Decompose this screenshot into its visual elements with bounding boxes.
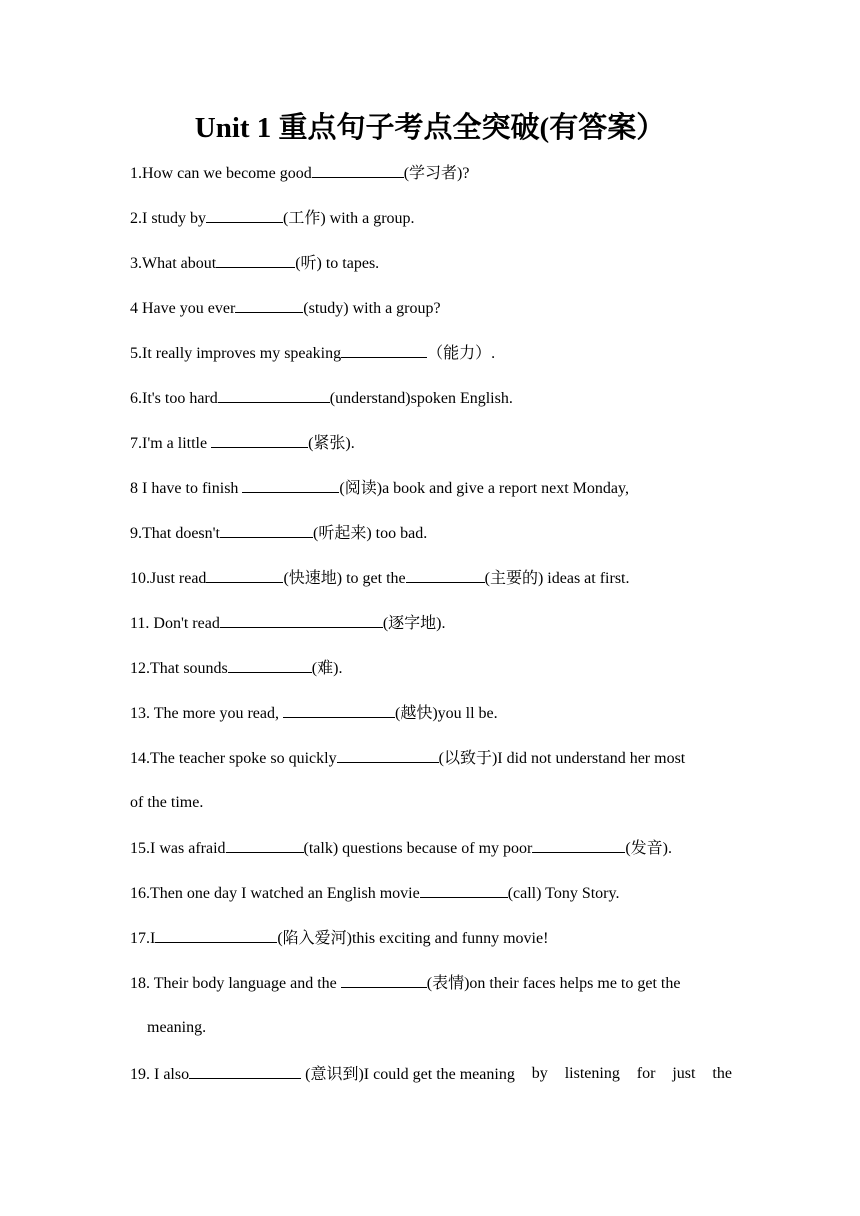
sentence-segment bbox=[130, 1063, 515, 1086]
answer-blank[interactable] bbox=[206, 567, 283, 583]
sentence-hint: (陷入爱河)this exciting and funny movie! bbox=[277, 930, 549, 947]
answer-blank[interactable] bbox=[211, 432, 308, 448]
sentence-text: 10.Just read bbox=[130, 570, 207, 587]
sentence-18 bbox=[130, 972, 680, 995]
answer-blank[interactable] bbox=[218, 387, 330, 403]
sentence-hint: （能力）. bbox=[427, 345, 496, 362]
answer-blank[interactable] bbox=[341, 972, 427, 988]
sentence-10 bbox=[130, 567, 630, 590]
sentence-hint: (意识到)I could get the meaning bbox=[301, 1066, 515, 1083]
document-title: Unit 1 重点句子考点全突破(有答案） bbox=[194, 112, 666, 144]
sentence-hint: (主要的) ideas at first. bbox=[484, 570, 630, 587]
sentence-hint: (快速地) to get the bbox=[283, 570, 406, 587]
sentence-14 bbox=[130, 747, 685, 770]
sentence-text: 5.It really improves my speaking bbox=[130, 345, 342, 362]
sentence-5 bbox=[130, 342, 495, 365]
sentence-hint: (听起来) too bad. bbox=[312, 525, 428, 542]
sentence-word: the bbox=[712, 1065, 732, 1082]
sentence-14-continued bbox=[130, 792, 203, 814]
sentence-hint: (越快)you ll be. bbox=[395, 705, 498, 722]
sentence-word: just bbox=[672, 1065, 696, 1082]
sentence-text: 18. Their body language and the bbox=[130, 975, 341, 992]
sentence-3 bbox=[130, 252, 379, 275]
answer-blank[interactable] bbox=[242, 477, 339, 493]
sentence-4 bbox=[130, 297, 441, 320]
sentence-text: 12.That sounds bbox=[130, 660, 228, 677]
sentence-word: listening bbox=[564, 1065, 620, 1082]
sentence-16 bbox=[130, 882, 619, 905]
sentence-hint: (紧张). bbox=[308, 435, 355, 452]
sentence-12 bbox=[130, 657, 342, 680]
sentence-text: 1.How can we become good bbox=[130, 165, 312, 182]
sentence-hint: (难). bbox=[311, 660, 343, 677]
sentence-hint: (call) Tony Story. bbox=[507, 885, 620, 902]
sentence-text: meaning. bbox=[147, 1019, 207, 1036]
sentence-6 bbox=[130, 387, 513, 410]
sentence-word: for bbox=[636, 1065, 656, 1082]
answer-blank[interactable] bbox=[532, 837, 625, 853]
sentence-text: 8 I have to finish bbox=[130, 480, 243, 497]
sentence-text: 6.It's too hard bbox=[130, 390, 218, 407]
sentence-hint: (study) with a group? bbox=[303, 300, 441, 317]
answer-blank[interactable] bbox=[206, 207, 283, 223]
sentence-11 bbox=[130, 612, 446, 635]
answer-blank[interactable] bbox=[220, 522, 313, 538]
sentence-hint: (表情)on their faces helps me to get the bbox=[426, 975, 681, 992]
sentence-19 bbox=[130, 1063, 732, 1086]
sentence-text: 13. The more you read, bbox=[130, 705, 283, 722]
sentence-text: 2.I study by bbox=[130, 210, 206, 227]
answer-blank[interactable] bbox=[189, 1063, 301, 1079]
sentence-1 bbox=[130, 162, 469, 185]
answer-blank[interactable] bbox=[216, 252, 295, 268]
sentence-hint: (understand)spoken English. bbox=[329, 390, 513, 407]
answer-blank[interactable] bbox=[341, 342, 427, 358]
answer-blank[interactable] bbox=[226, 837, 304, 853]
sentence-text: 17.I bbox=[130, 930, 156, 947]
sentence-text: 7.I'm a little bbox=[130, 435, 212, 452]
sentence-hint: (阅读)a book and give a report next Monday, bbox=[339, 480, 629, 497]
sentence-2 bbox=[130, 207, 415, 230]
sentence-hint: (学习者)? bbox=[403, 165, 470, 182]
answer-blank[interactable] bbox=[406, 567, 485, 583]
sentence-17 bbox=[130, 927, 548, 950]
sentence-text: 14.The teacher spoke so quickly bbox=[130, 750, 337, 767]
sentence-15 bbox=[130, 837, 672, 860]
sentence-18-continued bbox=[147, 1017, 206, 1039]
answer-blank[interactable] bbox=[155, 927, 277, 943]
answer-blank[interactable] bbox=[420, 882, 508, 898]
sentence-13 bbox=[130, 702, 498, 725]
sentence-8 bbox=[130, 477, 629, 500]
answer-blank[interactable] bbox=[337, 747, 439, 763]
sentence-text: 11. Don't read bbox=[130, 615, 220, 632]
sentence-hint: (工作) with a group. bbox=[283, 210, 415, 227]
sentence-text: 3.What about bbox=[130, 255, 217, 272]
answer-blank[interactable] bbox=[312, 162, 404, 178]
sentence-word: by bbox=[531, 1065, 548, 1082]
sentence-9 bbox=[130, 522, 427, 545]
answer-blank[interactable] bbox=[283, 702, 395, 718]
answer-blank[interactable] bbox=[228, 657, 312, 673]
sentence-text: 16.Then one day I watched an English movie bbox=[130, 885, 420, 902]
sentence-hint: (听) to tapes. bbox=[295, 255, 380, 272]
sentence-text: 4 Have you ever bbox=[130, 300, 236, 317]
sentence-hint: (逐字地). bbox=[382, 615, 446, 632]
sentence-text: 15.I was afraid bbox=[130, 840, 226, 857]
sentence-hint: (以致于)I did not understand her most bbox=[438, 750, 686, 767]
sentence-7 bbox=[130, 432, 355, 455]
sentence-hint: (talk) questions because of my poor bbox=[303, 840, 533, 857]
sentence-text: 9.That doesn't bbox=[130, 525, 220, 542]
sentence-text: 19. I also bbox=[130, 1066, 190, 1083]
answer-blank[interactable] bbox=[235, 297, 303, 313]
answer-blank[interactable] bbox=[220, 612, 383, 628]
sentence-hint: (发音). bbox=[625, 840, 673, 857]
sentence-text: of the time. bbox=[130, 794, 204, 811]
